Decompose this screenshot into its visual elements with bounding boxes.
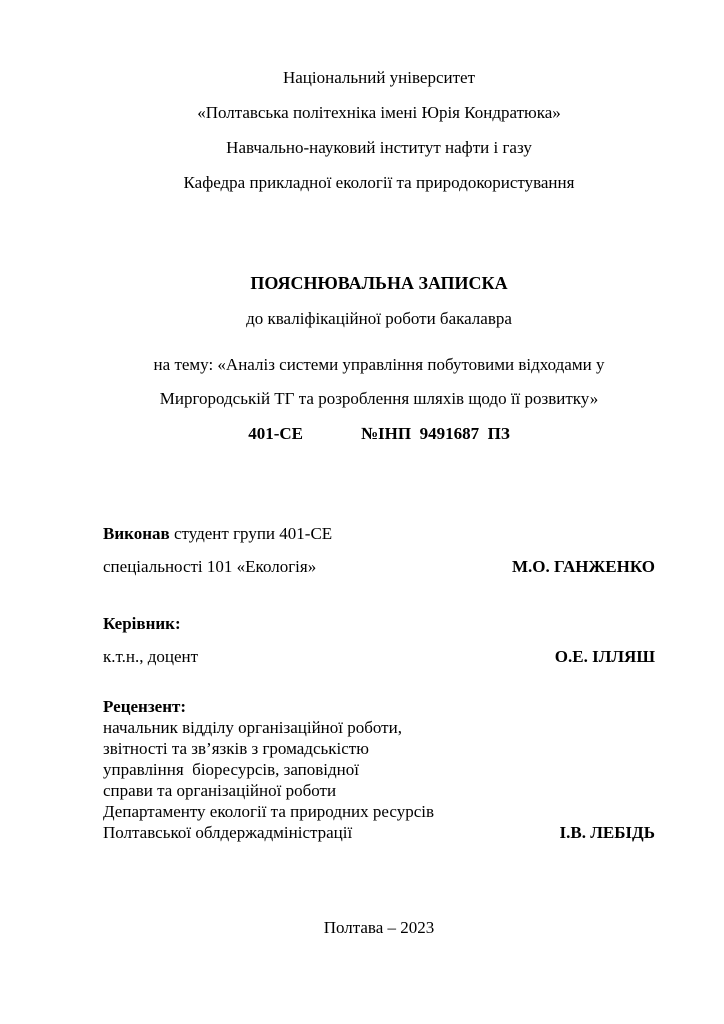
document-code-line bbox=[103, 424, 655, 444]
supervisor-position: к.т.н., доцент bbox=[103, 647, 199, 666]
thesis-theme bbox=[103, 348, 655, 416]
executor-section bbox=[103, 517, 655, 583]
thesis-theme-line-2: Миргородській ТГ та розроблення шляхів щодо її розвитку» bbox=[159, 389, 599, 408]
executor-line bbox=[103, 517, 655, 550]
city-year: Полтава – 2023 bbox=[323, 918, 435, 937]
reviewer-name: І.В. ЛЕБІДЬ bbox=[559, 823, 655, 842]
reviewer-label: Рецензент: bbox=[103, 697, 187, 716]
document-title-block bbox=[103, 266, 655, 336]
reviewer-row bbox=[103, 822, 655, 843]
supervisor-row bbox=[103, 640, 655, 673]
reviewer-position-line-1: начальник відділу організаційної роботи, bbox=[103, 718, 402, 737]
city-year-footer bbox=[103, 918, 655, 938]
university-subname: «Полтавська політехніка імені Юрія Кондратюка» bbox=[197, 103, 561, 122]
document-subtitle: до кваліфікаційної роботи бакалавра bbox=[246, 309, 512, 328]
group-code: 401-СЕ bbox=[248, 424, 303, 443]
reviewer-position-line-6: Полтавської облдержадміністрації bbox=[103, 823, 353, 842]
university-name: Національний університет bbox=[282, 68, 476, 87]
thesis-theme-line-1: на тему: «Аналіз системи управління побутовими відходами у bbox=[153, 355, 605, 374]
supervisor-name: О.Е. ІЛЛЯШ bbox=[554, 647, 655, 666]
document-title: ПОЯСНЮВАЛЬНА ЗАПИСКА bbox=[250, 273, 508, 293]
reviewer-position-line-4: справи та організаційної роботи bbox=[103, 781, 337, 800]
university-header bbox=[103, 60, 655, 200]
institute-name: Навчально-науковий інститут нафти і газу bbox=[226, 138, 532, 157]
reviewer-position-line-2: звітності та зв’язків з громадськістю bbox=[103, 739, 369, 758]
executor-group: студент групи 401-СЕ bbox=[169, 524, 333, 543]
supervisor-section bbox=[103, 607, 655, 673]
reviewer-position-line-3: управління біоресурсів, заповідної bbox=[103, 760, 359, 779]
executor-label: Виконав bbox=[103, 524, 170, 543]
reviewer-section bbox=[103, 696, 655, 843]
document-number: №ІНП 9491687 ПЗ bbox=[360, 424, 510, 443]
reviewer-position-line-5: Департаменту екології та природних ресурсів bbox=[103, 802, 434, 821]
supervisor-label: Керівник: bbox=[103, 614, 181, 633]
executor-row bbox=[103, 550, 655, 583]
executor-specialty: спеціальності 101 «Екологія» bbox=[103, 557, 317, 576]
document-content bbox=[103, 0, 655, 1024]
executor-name: М.О. ГАНЖЕНКО bbox=[512, 557, 655, 576]
department-name: Кафедра прикладної екології та природокористування bbox=[183, 173, 575, 192]
